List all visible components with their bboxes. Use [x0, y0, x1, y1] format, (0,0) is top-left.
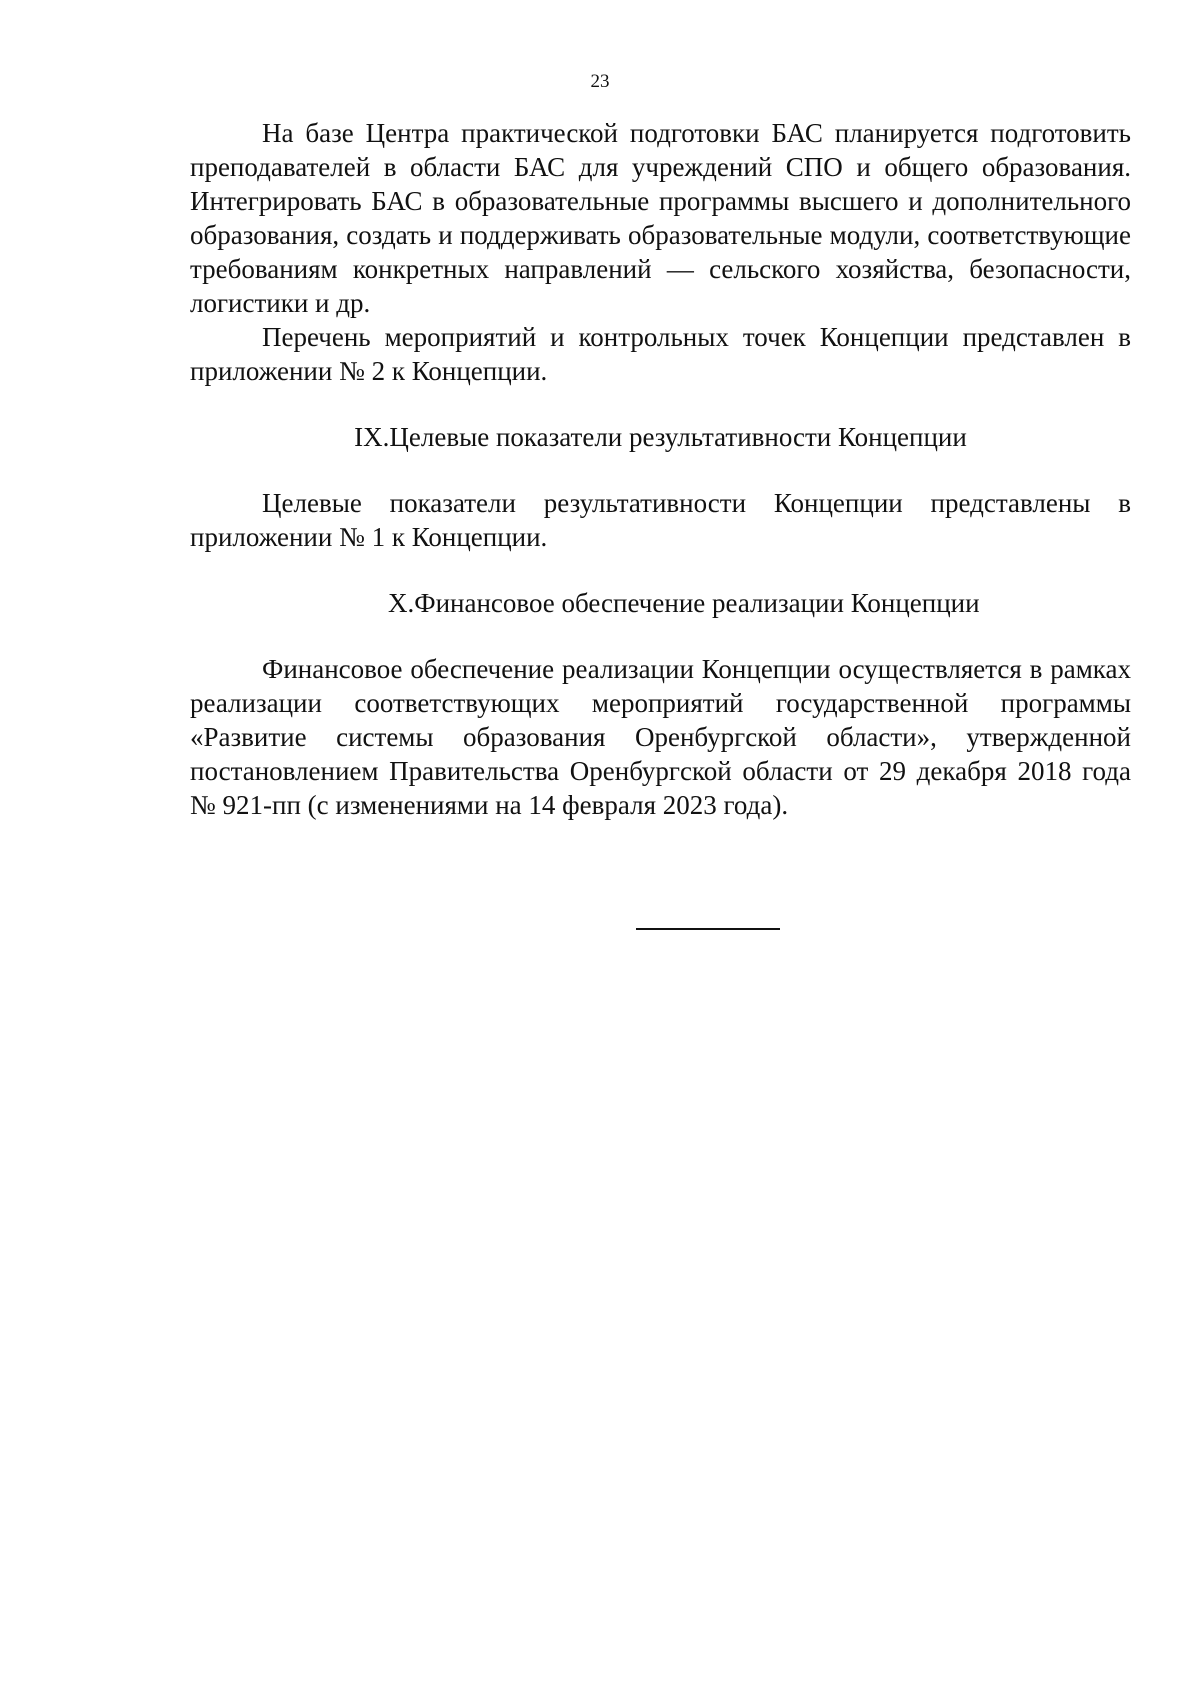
end-divider-line: [636, 928, 780, 930]
paragraph-events-list: Перечень мероприятий и контрольных точек Концепции представлен в приложении № 2 к Концепции.: [190, 322, 1131, 386]
section-heading-target-indicators: IX.Целевые показатели результативности Концепции: [354, 422, 967, 452]
paragraph-financing: Финансовое обеспечение реализации Концепции осуществляется в рамках реализации соответствующих мероприятий государственной программы «Развитие системы образования Оренбургской области», утвержденной постановлением Правительства Оренбургской области от 29 декабря 2018 года № 921-пп (с изменениями на 14 февраля 2023 года).: [190, 654, 1131, 820]
paragraph-target-indicators: Целевые показатели результативности Концепции представлены в приложении № 1 к Концепции.: [190, 488, 1131, 552]
page-number: 23: [590, 71, 610, 92]
section-heading-financing: X.Финансовое обеспечение реализации Концепции: [388, 588, 980, 618]
document-body: [190, 116, 1131, 822]
paragraph-training-center: На базе Центра практической подготовки БАС планируется подготовить преподавателей в области БАС для учреждений СПО и общего образования. Интегрировать БАС в образовательные программы высшего и дополнительного образования, создать и поддерживать образовательные модули, соответствующие требованиям конкретных направлений — сельского хозяйства, безопасности, логистики и др.: [190, 118, 1131, 318]
